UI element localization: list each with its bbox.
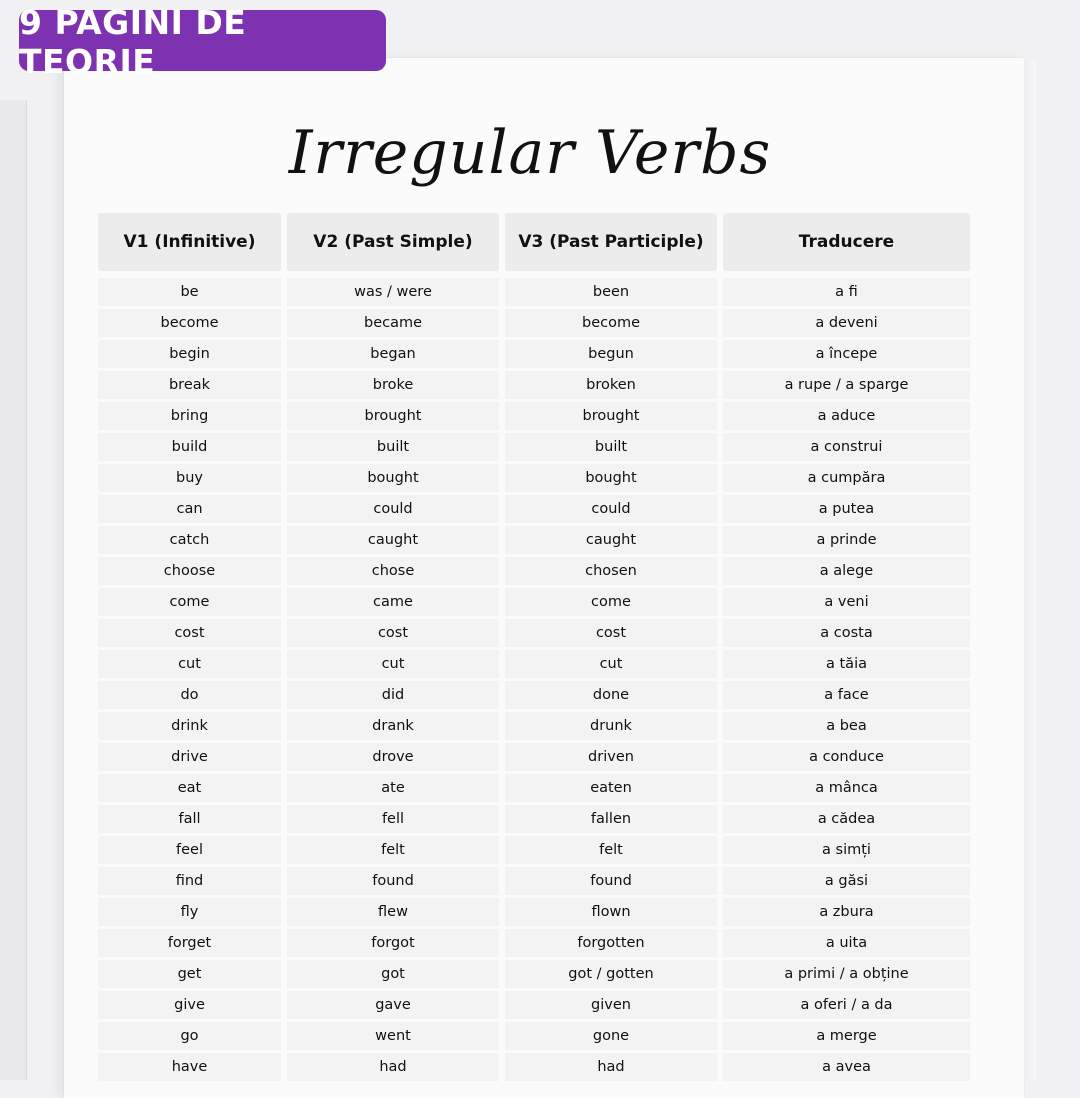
table-cell-v3: come <box>505 588 717 616</box>
table-cell-v2: cut <box>287 650 499 678</box>
table-cell-v1: feel <box>98 836 281 864</box>
table-cell-v3: forgotten <box>505 929 717 957</box>
table-cell-translation: a mânca <box>723 774 970 802</box>
table-cell-translation: a conduce <box>723 743 970 771</box>
table-cell-v2: gave <box>287 991 499 1019</box>
table-cell-translation: a începe <box>723 340 970 368</box>
table-cell-translation: a tăia <box>723 650 970 678</box>
table-cell-v3: begun <box>505 340 717 368</box>
table-cell-v2: flew <box>287 898 499 926</box>
table-cell-translation: a bea <box>723 712 970 740</box>
column-header-v1: V1 (Infinitive) <box>98 213 281 271</box>
pages-badge: 9 PAGINI DE TEORIE <box>19 10 386 71</box>
table-cell-v1: break <box>98 371 281 399</box>
table-cell-v3: flown <box>505 898 717 926</box>
table-cell-translation: a fi <box>723 278 970 306</box>
table-cell-v2: chose <box>287 557 499 585</box>
table-cell-v1: can <box>98 495 281 523</box>
table-cell-v3: gone <box>505 1022 717 1050</box>
table-cell-v2: began <box>287 340 499 368</box>
table-cell-translation: a construi <box>723 433 970 461</box>
table-cell-translation: a prinde <box>723 526 970 554</box>
table-cell-v2: did <box>287 681 499 709</box>
table-cell-v3: cost <box>505 619 717 647</box>
table-cell-v3: bought <box>505 464 717 492</box>
table-cell-translation: a simți <box>723 836 970 864</box>
table-cell-v3: broken <box>505 371 717 399</box>
table-cell-v1: find <box>98 867 281 895</box>
table-cell-v1: buy <box>98 464 281 492</box>
table-cell-v3: done <box>505 681 717 709</box>
table-cell-translation: a putea <box>723 495 970 523</box>
table-cell-v1: drive <box>98 743 281 771</box>
table-cell-v1: come <box>98 588 281 616</box>
table-cell-v2: got <box>287 960 499 988</box>
table-cell-v1: choose <box>98 557 281 585</box>
table-cell-v1: drink <box>98 712 281 740</box>
table-cell-v1: do <box>98 681 281 709</box>
table-cell-v3: felt <box>505 836 717 864</box>
table-cell-v1: cut <box>98 650 281 678</box>
table-cell-translation: a deveni <box>723 309 970 337</box>
table-cell-translation: a aduce <box>723 402 970 430</box>
table-cell-v1: forget <box>98 929 281 957</box>
table-cell-v2: cost <box>287 619 499 647</box>
table-cell-v3: got / gotten <box>505 960 717 988</box>
table-cell-translation: a oferi / a da <box>723 991 970 1019</box>
table-cell-v1: cost <box>98 619 281 647</box>
table-cell-v3: eaten <box>505 774 717 802</box>
table-cell-v3: caught <box>505 526 717 554</box>
table-cell-v1: build <box>98 433 281 461</box>
table-cell-v1: catch <box>98 526 281 554</box>
table-cell-translation: a costa <box>723 619 970 647</box>
table-cell-v1: fall <box>98 805 281 833</box>
table-cell-translation: a primi / a obține <box>723 960 970 988</box>
table-cell-v2: found <box>287 867 499 895</box>
table-cell-v2: was / were <box>287 278 499 306</box>
table-cell-v1: be <box>98 278 281 306</box>
table-cell-v2: felt <box>287 836 499 864</box>
table-cell-v1: give <box>98 991 281 1019</box>
adjacent-page-edge <box>0 100 27 1080</box>
table-cell-v3: built <box>505 433 717 461</box>
table-cell-v2: forgot <box>287 929 499 957</box>
table-cell-v3: drunk <box>505 712 717 740</box>
table-cell-v3: chosen <box>505 557 717 585</box>
column-header-translation: Traducere <box>723 213 970 271</box>
table-cell-v2: could <box>287 495 499 523</box>
table-cell-translation: a cădea <box>723 805 970 833</box>
table-cell-v3: brought <box>505 402 717 430</box>
table-cell-translation: a rupe / a sparge <box>723 371 970 399</box>
table-cell-translation: a găsi <box>723 867 970 895</box>
table-cell-translation: a cumpăra <box>723 464 970 492</box>
table-cell-v3: could <box>505 495 717 523</box>
irregular-verbs-table <box>98 213 970 1083</box>
table-cell-v1: go <box>98 1022 281 1050</box>
column-header-v3: V3 (Past Participle) <box>505 213 717 271</box>
table-cell-v2: brought <box>287 402 499 430</box>
table-cell-v1: begin <box>98 340 281 368</box>
column-header-v2: V2 (Past Simple) <box>287 213 499 271</box>
table-cell-v1: eat <box>98 774 281 802</box>
table-cell-translation: a avea <box>723 1053 970 1081</box>
table-cell-v2: became <box>287 309 499 337</box>
table-cell-translation: a merge <box>723 1022 970 1050</box>
table-cell-translation: a face <box>723 681 970 709</box>
page-title: Irregular Verbs <box>288 118 772 188</box>
table-cell-v3: been <box>505 278 717 306</box>
table-cell-v3: cut <box>505 650 717 678</box>
table-cell-v2: had <box>287 1053 499 1081</box>
table-cell-v3: given <box>505 991 717 1019</box>
table-cell-v2: bought <box>287 464 499 492</box>
table-cell-translation: a alege <box>723 557 970 585</box>
table-cell-translation: a zbura <box>723 898 970 926</box>
table-cell-v2: caught <box>287 526 499 554</box>
table-cell-v2: broke <box>287 371 499 399</box>
table-cell-v2: ate <box>287 774 499 802</box>
table-cell-v1: bring <box>98 402 281 430</box>
table-cell-v1: become <box>98 309 281 337</box>
table-cell-v3: had <box>505 1053 717 1081</box>
table-cell-v2: fell <box>287 805 499 833</box>
page-stack-edge <box>1024 60 1036 1080</box>
table-cell-v2: drove <box>287 743 499 771</box>
table-cell-v1: get <box>98 960 281 988</box>
table-cell-translation: a veni <box>723 588 970 616</box>
table-cell-v3: found <box>505 867 717 895</box>
table-cell-v2: came <box>287 588 499 616</box>
table-cell-v3: become <box>505 309 717 337</box>
table-cell-v2: drank <box>287 712 499 740</box>
table-cell-v3: driven <box>505 743 717 771</box>
table-cell-v2: built <box>287 433 499 461</box>
table-cell-v1: fly <box>98 898 281 926</box>
table-cell-v1: have <box>98 1053 281 1081</box>
table-cell-v3: fallen <box>505 805 717 833</box>
table-cell-translation: a uita <box>723 929 970 957</box>
table-cell-v2: went <box>287 1022 499 1050</box>
